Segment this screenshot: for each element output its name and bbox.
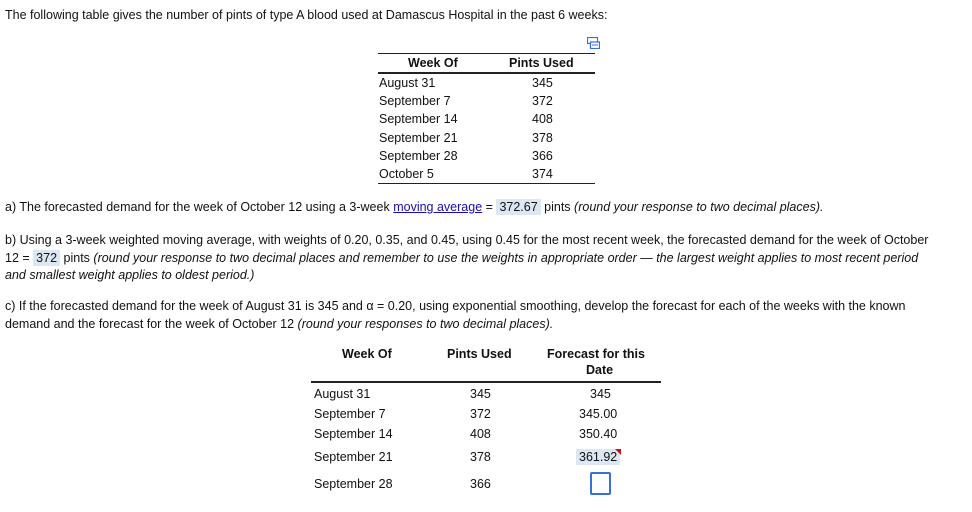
rounding-note-cont: and smallest weight applies to oldest period.)	[5, 268, 255, 282]
table-row	[378, 92, 595, 110]
week-cell: September 21	[314, 450, 393, 464]
table-row	[311, 407, 661, 427]
pints-cell: 408	[532, 112, 553, 127]
equals-sign: =	[485, 200, 493, 214]
part-c	[5, 298, 970, 333]
forecast-answer-value: 361.92	[579, 450, 618, 464]
pints-cell: 345	[470, 387, 491, 401]
week-cell: August 31	[314, 387, 371, 401]
table-row	[378, 129, 595, 147]
pints-cell: 378	[532, 130, 553, 145]
pints-used-header: Pints Used	[509, 56, 574, 70]
week-cell: September 14	[314, 427, 393, 441]
pints-cell: 366	[532, 148, 553, 163]
pints-cell: 408	[470, 427, 491, 441]
pints-cell: 366	[470, 477, 491, 491]
week-cell: September 21	[379, 130, 458, 145]
forecast-cell: 350.40	[579, 427, 618, 441]
table-header	[378, 53, 595, 74]
forecast-cell: 345	[590, 387, 611, 401]
table-row	[378, 165, 595, 184]
moving-average-link[interactable]: moving average	[393, 200, 483, 214]
part-b-prompt: b) Using a 3-week weighted moving average, with weights of 0.20, 0.35, and 0.45, using 0.45 for the most recent week, the forecasted demand for the week of October	[5, 233, 929, 247]
rounding-note: (round your responses to two decimal places).	[297, 316, 554, 331]
week-cell: September 7	[379, 94, 451, 109]
table-row	[311, 427, 661, 450]
part-b	[5, 232, 970, 285]
forecast-header: Forecast for this	[547, 347, 645, 361]
pints-cell: 378	[470, 450, 491, 464]
pints-cell: 372	[532, 94, 553, 109]
answer-b-field[interactable]: 372	[33, 250, 60, 266]
table-header	[311, 346, 661, 383]
pints-cell: 374	[532, 166, 553, 181]
part-c-prompt-cont: demand and the forecast for the week of October 12	[5, 316, 295, 331]
forecast-input[interactable]	[590, 472, 611, 495]
week-cell: October 5	[379, 166, 434, 181]
rounding-note: (round your response to two decimal places).	[574, 200, 824, 214]
part-b-eq: 12 =	[5, 250, 30, 265]
blood-usage-table	[378, 53, 595, 184]
table-row	[378, 110, 595, 128]
table-row	[311, 387, 661, 407]
week-cell: August 31	[379, 76, 436, 90]
part-a-prompt: a) The forecasted demand for the week of October 12 using a 3-week	[5, 200, 390, 214]
table-row	[311, 477, 661, 501]
pints-used-header: Pints Used	[447, 347, 512, 361]
exponential-smoothing-table	[311, 346, 661, 501]
week-of-header: Week Of	[408, 56, 458, 70]
week-cell: September 7	[314, 407, 386, 421]
answer-a-field[interactable]: 372.67	[496, 199, 540, 215]
table-row	[378, 74, 595, 92]
problem-intro: The following table gives the number of pints of type A blood used at Damascus Hospital in the past 6 weeks:	[5, 8, 608, 22]
forecast-header-date: Date	[586, 363, 614, 377]
week-cell: September 28	[379, 148, 458, 163]
copy-table-icon[interactable]	[587, 37, 600, 49]
pints-cell: 372	[470, 407, 491, 421]
unit-label: pints	[63, 250, 90, 265]
unit-label: pints	[544, 200, 571, 214]
week-cell: September 14	[379, 112, 458, 127]
forecast-answer-field[interactable]	[576, 449, 620, 465]
rounding-note: (round your response to two decimal places and remember to use the weights in appropriate order — the largest weight applies to most recent period	[93, 250, 919, 265]
part-a	[5, 199, 970, 217]
forecast-cell: 345.00	[579, 407, 618, 421]
pints-cell: 345	[532, 76, 553, 90]
incorrect-flag-icon	[615, 449, 621, 455]
part-c-prompt: c) If the forecasted demand for the week of August 31 is 345 and α = 0.20, using exponential smoothing, develop the forecast for each of the weeks with the known	[5, 299, 906, 313]
week-cell: September 28	[314, 477, 393, 491]
week-of-header: Week Of	[342, 347, 392, 361]
table-row	[378, 147, 595, 165]
